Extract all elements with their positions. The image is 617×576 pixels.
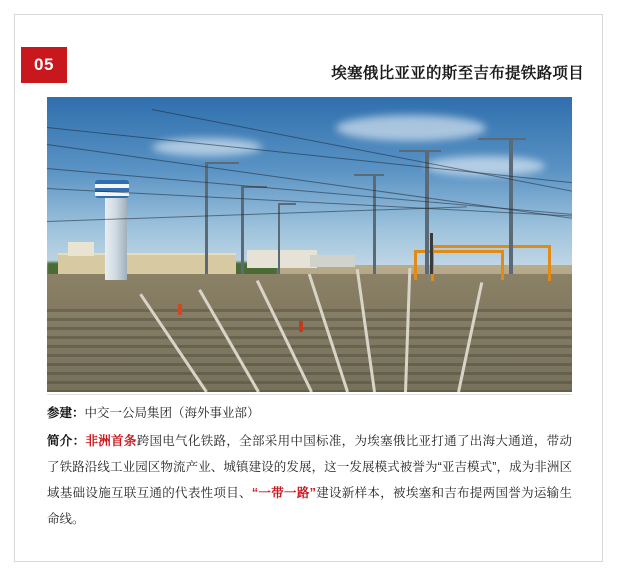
catenary-mast	[509, 138, 513, 274]
catenary-bracket	[354, 174, 384, 176]
intro-label: 简介：	[47, 434, 86, 448]
catenary-mast	[373, 174, 376, 274]
builder-label: 参建：	[47, 406, 85, 420]
catenary-mast	[205, 162, 208, 274]
photo-scene	[47, 97, 572, 392]
worker-figure	[178, 304, 182, 315]
caption-block	[47, 400, 572, 532]
trackside-building	[310, 255, 355, 267]
page-title: 埃塞俄比亚亚的斯至吉布提铁路项目	[331, 65, 584, 82]
intro-highlight-second: “一带一路”	[251, 486, 316, 500]
intro-highlight-first: 非洲首条	[85, 434, 137, 448]
intro-line	[47, 428, 572, 532]
catenary-bracket	[205, 162, 239, 164]
project-card	[14, 14, 603, 562]
caption-divider	[47, 394, 572, 395]
section-number-badge: 05	[21, 47, 67, 83]
intro-text-first: 跨国电气化铁路，全部采用中国标准，为埃塞俄比亚打通了出海大通道，带动了铁路沿线工业园区物流产业、城镇建设的发展，这一发展模式被誉为“亚吉模式”，成为非洲区域基础设施互联互通的代表性项目、	[47, 434, 572, 500]
catenary-bracket	[278, 203, 296, 205]
catenary-bracket	[478, 138, 526, 140]
cloud-shape	[336, 115, 486, 141]
catenary-mast	[425, 150, 429, 274]
intro-text-second: 建设新样本，被埃塞和吉布提两国誉为运输生命线。	[47, 486, 572, 526]
trackside-building	[247, 250, 317, 268]
builder-line	[47, 400, 572, 426]
water-tower-tank	[95, 180, 129, 198]
catenary-bracket	[399, 150, 441, 152]
worker-figure	[299, 321, 303, 332]
trackside-building	[68, 242, 94, 256]
card-header	[15, 15, 602, 82]
project-photo	[47, 97, 572, 392]
track-sleepers	[47, 309, 572, 392]
signal-post	[430, 233, 433, 274]
builder-value: 中交一公局集团（海外事业部）	[84, 406, 260, 420]
water-tower-column	[105, 188, 127, 279]
